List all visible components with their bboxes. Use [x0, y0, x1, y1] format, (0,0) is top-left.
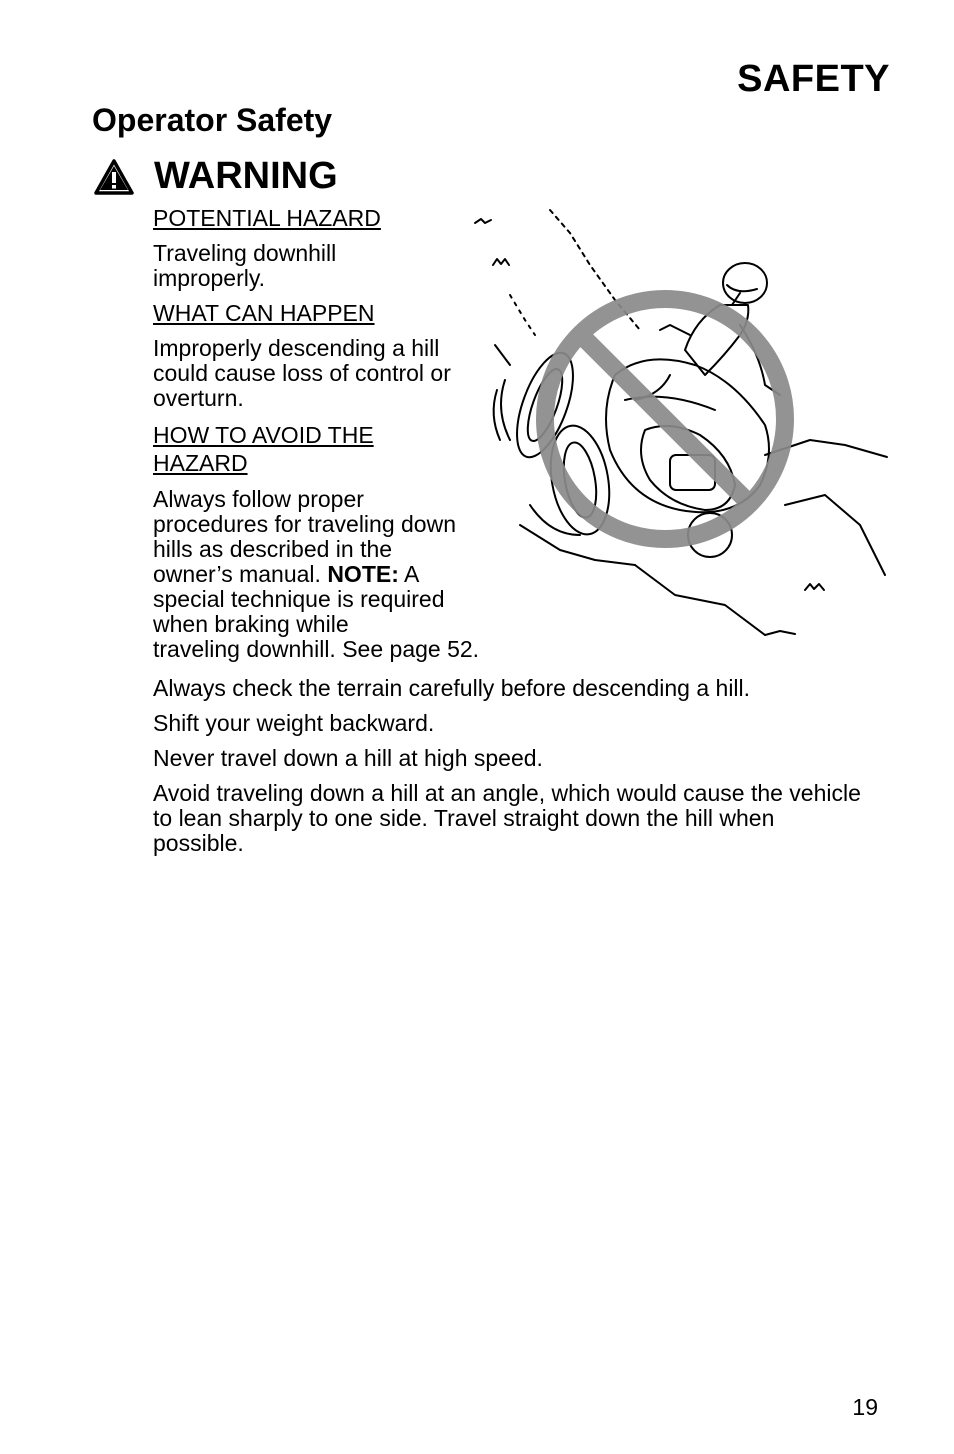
- section-title: SAFETY: [737, 58, 890, 100]
- prohibition-sign: [545, 299, 785, 539]
- instruction-list: [153, 676, 883, 866]
- warning-triangle-icon: [94, 159, 134, 195]
- what-can-happen-text: Improperly descending a hill could cause loss of control or overturn.: [153, 335, 451, 411]
- instruction-item: Shift your weight backward.: [153, 710, 435, 736]
- what-can-happen-heading: WHAT CAN HAPPEN: [153, 300, 375, 326]
- avoid-text-2: A special technique is required when braking while: [153, 561, 445, 637]
- potential-hazard-heading: POTENTIAL HAZARD: [153, 205, 381, 231]
- how-to-avoid-heading: HOW TO AVOID THE HAZARD: [153, 422, 374, 476]
- page-number: 19: [852, 1394, 878, 1420]
- warning-header: [94, 155, 338, 198]
- avoid-text-3: traveling downhill. See page 52.: [153, 636, 480, 662]
- avoid-text: [153, 486, 480, 662]
- note-label: NOTE:: [327, 561, 399, 587]
- warning-column: [153, 206, 483, 672]
- instruction-item: Avoid traveling down a hill at an angle, which would cause the vehicle to lean sharply to one side. Travel straight down the hill when possible.: [153, 780, 861, 856]
- instruction-item: Never travel down a hill at high speed.: [153, 745, 543, 771]
- atv-downhill-prohibited-icon: [465, 205, 890, 645]
- page-subtitle: Operator Safety: [92, 102, 333, 138]
- instruction-item: Always check the terrain carefully before descending a hill.: [153, 675, 751, 701]
- warning-label: WARNING: [154, 155, 338, 197]
- avoid-text-1: Always follow proper procedures for traveling down hills as described in the owner’s manual.: [153, 486, 456, 587]
- potential-hazard-text: Traveling downhill improperly.: [153, 240, 337, 291]
